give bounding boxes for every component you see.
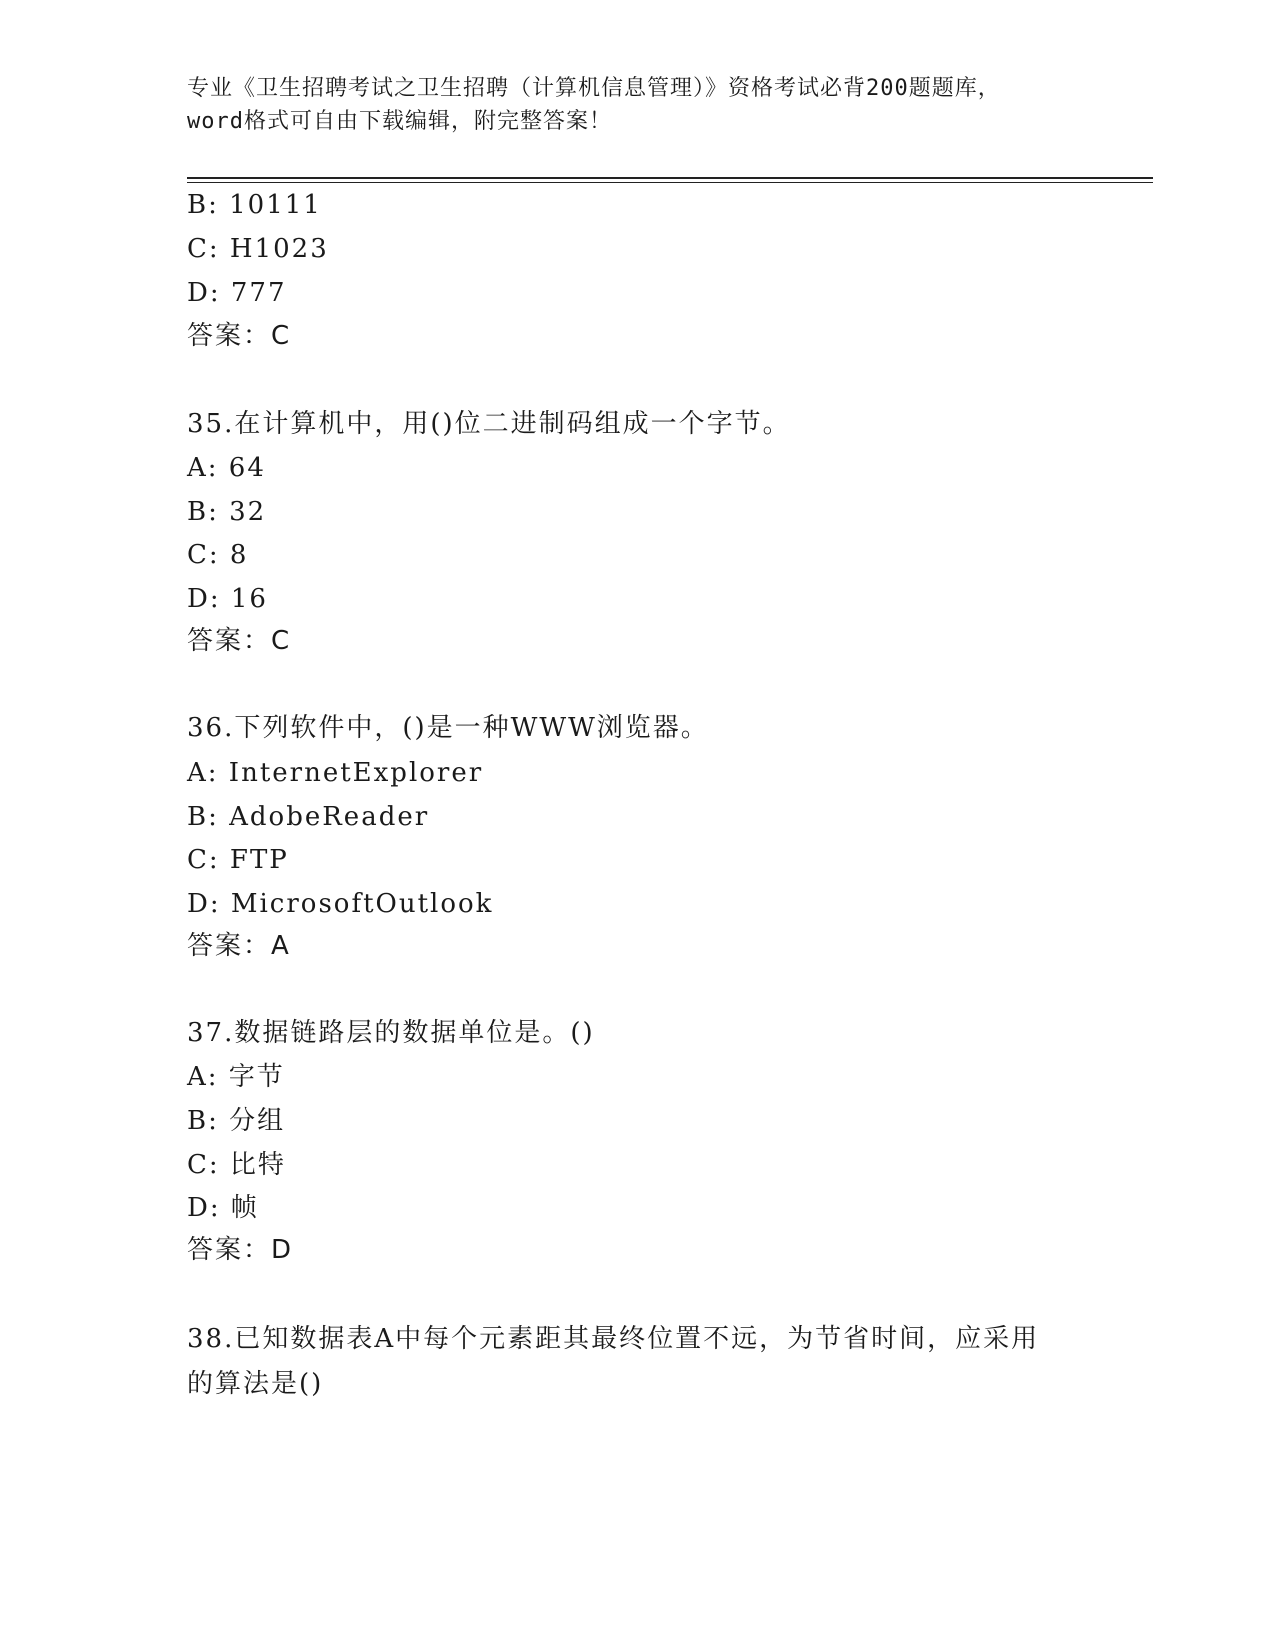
q37-option-c: C: 比特 <box>187 1150 286 1180</box>
q35-option-a: A: 64 <box>187 453 266 483</box>
q36-answer: 答案：A <box>187 931 291 961</box>
header-divider-thin <box>187 182 1153 183</box>
q35-option-d: D: 16 <box>187 584 268 614</box>
q37-option-d: D: 帧 <box>187 1193 259 1223</box>
q36-option-b: B: AdobeReader <box>187 802 430 832</box>
q34-option-d: D: 777 <box>187 278 287 308</box>
q34-answer: 答案：C <box>187 321 292 351</box>
q35-option-b: B: 32 <box>187 497 267 527</box>
document-header <box>187 72 1067 138</box>
header-line-1: 专业《卫生招聘考试之卫生招聘（计算机信息管理）》资格考试必背200题题库， <box>187 76 1001 101</box>
q34-option-b: B: 10111 <box>187 190 322 220</box>
q35-answer: 答案：C <box>187 626 292 656</box>
q38-question: 38.已知数据表A中每个元素距其最终位置不远，为节省时间，应采用的算法是() <box>187 1324 1040 1399</box>
q36-option-d: D: MicrosoftOutlook <box>187 889 494 919</box>
q37-option-a: A: 字节 <box>187 1062 285 1092</box>
header-line-2: word格式可自由下载编辑，附完整答案！ <box>187 109 612 134</box>
q37-question: 37.数据链路层的数据单位是。() <box>187 1018 595 1048</box>
q34-option-c: C: H1023 <box>187 234 329 264</box>
q37-answer: 答案：D <box>187 1235 294 1265</box>
q36-option-c: C: FTP <box>187 845 289 875</box>
q35-option-c: C: 8 <box>187 540 249 570</box>
q37-option-b: B: 分组 <box>187 1106 286 1136</box>
header-divider <box>187 177 1153 179</box>
q36-question: 36.下列软件中，()是一种WWW浏览器。 <box>187 713 709 743</box>
q35-question: 35.在计算机中，用()位二进制码组成一个字节。 <box>187 409 791 439</box>
q36-option-a: A: InternetExplorer <box>187 758 484 788</box>
